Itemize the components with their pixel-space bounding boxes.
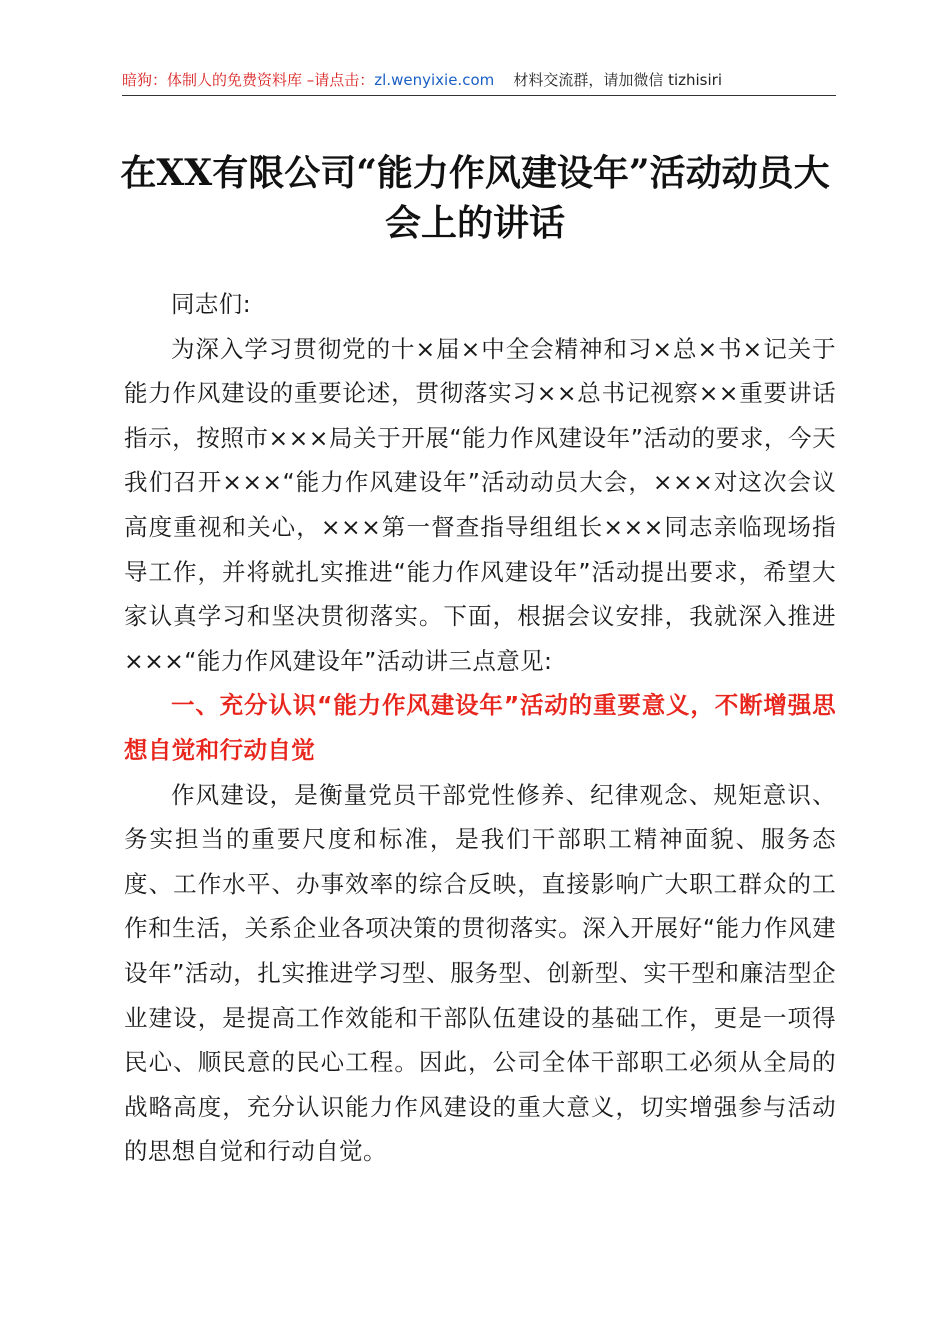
- header-ad-text: 暗狗：体制人的免费资料库: [122, 71, 303, 89]
- document-title: 在XX有限公司“能力作风建设年”活动动员大会上的讲话: [120, 152, 830, 244]
- document-body: [124, 282, 836, 1174]
- intro-paragraph: 为深入学习贯彻党的十×届×中全会精神和习×总×书×记关于能力作风建设的重要论述，贯彻落实习××总书记视察××重要讲话指示，按照市×××局关于开展“能力作风建设年”活动的要求，今天我们召开×××“能力作风建设年”活动动员大会，×××对这次会议高度重视和关心，×××第一督查指导组组长×××同志亲临现场指导工作，并将就扎实推进“能力作风建设年”活动提出要求，希望大家认真学习和坚决贯彻落实。下面，根据会议安排，我就深入推进×××“能力作风建设年”活动讲三点意见:: [124, 334, 836, 675]
- section-heading-1: 一、充分认识“能力作风建设年”活动的重要意义，不断增强思想自觉和行动自觉: [124, 691, 836, 764]
- section-1-paragraph: 作风建设，是衡量党员干部党性修养、纪律观念、规矩意识、务实担当的重要尺度和标准，是我们干部职工精神面貌、服务态度、工作水平、办事效率的综合反映，直接影响广大职工群众的工作和生活，关系企业各项决策的贯彻落实。深入开展好“能力作风建设年”活动，扎实推进学习型、服务型、创新型、实干型和廉洁型企业建设，是提高工作效能和干部队伍建设的基础工作，更是一项得民心、顺民意的民心工程。因此，公司全体干部职工必须从全局的战略高度，充分认识能力作风建设的重大意义，切实增强参与活动的思想自觉和行动自觉。: [124, 780, 836, 1166]
- header-separator: –请点击：: [302, 71, 375, 89]
- header-wechat-text: 材料交流群，请加微信 tizhisiri: [513, 71, 722, 89]
- greeting: 同志们:: [171, 290, 252, 318]
- header-link[interactable]: zl.wenyixie.com: [374, 71, 495, 89]
- header-divider: [122, 95, 836, 96]
- page-header: [122, 66, 836, 94]
